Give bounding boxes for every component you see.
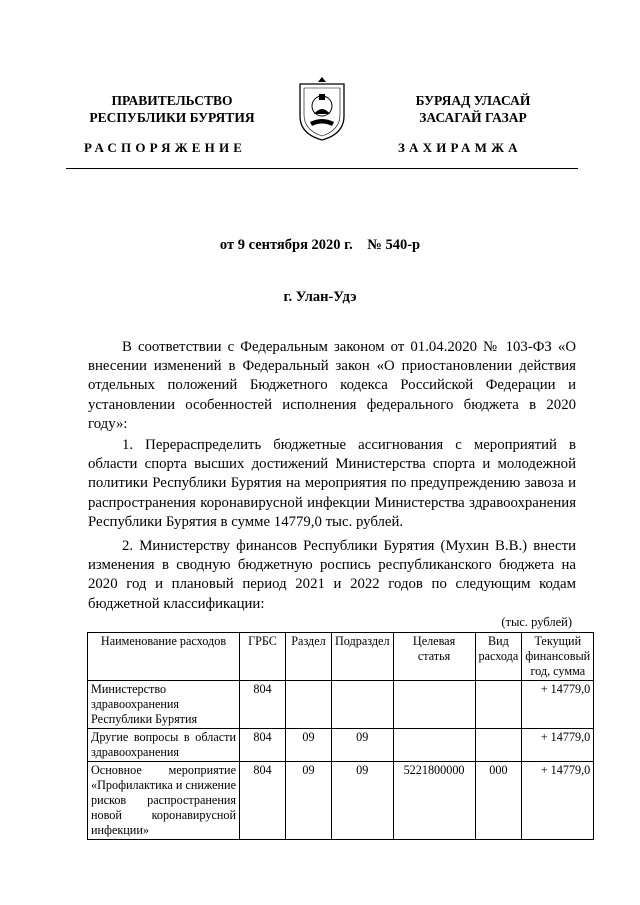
cell-name: Основное мероприятие «Профилактика и снижение рисков распространения новой коронавирусной инфекции» bbox=[88, 762, 240, 840]
header-expense-type: Вид расхода bbox=[475, 633, 522, 681]
cell-subsection bbox=[332, 681, 394, 729]
cell-section: 09 bbox=[286, 762, 332, 840]
cell-expense-type bbox=[475, 729, 522, 762]
item-1-paragraph: 1. Перераспределить бюджетные ассигнования с мероприятий в области спорта высших достижений Министерства спорта и молодежной политики Республики Бурятия на мероприятия по предупреждению завоза и распространения коронавирусной инфекции Министерства здравоохранения Республики Бурятия в сумме 14779,0 тыс. рублей. bbox=[88, 437, 576, 530]
table-row bbox=[88, 681, 594, 729]
cell-expense-type bbox=[475, 681, 522, 729]
cell-section: 09 bbox=[286, 729, 332, 762]
cell-grbs: 804 bbox=[240, 729, 286, 762]
header-amount: Текущий финансовый год, сумма bbox=[522, 633, 594, 681]
cell-target-article bbox=[393, 729, 475, 762]
cell-amount: + 14779,0 bbox=[522, 729, 594, 762]
org-name-ru-line2: РЕСПУБЛИКИ БУРЯТИЯ bbox=[89, 110, 255, 125]
org-name-bua-line2: ЗАСАГАЙ ГАЗАР bbox=[419, 110, 527, 125]
intro-paragraph: В соответствии с Федеральным законом от 01.04.2020 № 103-ФЗ «О внесении изменений в Федеральный закон «О приостановлении действия отдельных положений Бюджетного кодекса Российской Федерации и установлении особенностей исполнения федерального бюджета в 2020 году»: bbox=[88, 339, 576, 432]
cell-grbs: 804 bbox=[240, 762, 286, 840]
cell-target-article bbox=[393, 681, 475, 729]
header-subsection: Подраздел bbox=[332, 633, 394, 681]
cell-name: Министерство здравоохранения Республики Бурятия bbox=[88, 681, 240, 729]
cell-grbs: 804 bbox=[240, 681, 286, 729]
cell-amount: + 14779,0 bbox=[522, 762, 594, 840]
cell-subsection: 09 bbox=[332, 729, 394, 762]
header-grbs: ГРБС bbox=[240, 633, 286, 681]
header-section: Раздел bbox=[286, 633, 332, 681]
coat-of-arms-icon bbox=[296, 76, 348, 142]
table-row bbox=[88, 729, 594, 762]
header-divider bbox=[66, 168, 578, 169]
header-target-article: Целевая статья bbox=[393, 633, 475, 681]
budget-classification-table bbox=[87, 632, 594, 840]
cell-section bbox=[286, 681, 332, 729]
header-name: Наименование расходов bbox=[88, 633, 240, 681]
cell-name: Другие вопросы в области здравоохранения bbox=[88, 729, 240, 762]
cell-amount: + 14779,0 bbox=[522, 681, 594, 729]
cell-subsection: 09 bbox=[332, 762, 394, 840]
place-line: г. Улан-Удэ bbox=[283, 289, 357, 305]
org-name-bua-line1: БУРЯАД УЛАСАЙ bbox=[415, 93, 531, 108]
table-unit-note: (тыс. рублей) bbox=[501, 615, 572, 629]
org-name-ru-line1: ПРАВИТЕЛЬСТВО bbox=[111, 93, 233, 108]
date-number-line: от 9 сентября 2020 г. № 540-р bbox=[219, 237, 421, 253]
cell-expense-type: 000 bbox=[475, 762, 522, 840]
cell-target-article: 5221800000 bbox=[393, 762, 475, 840]
item-2-paragraph: 2. Министерству финансов Республики Бурятия (Мухин В.В.) внести изменения в сводную бюджетную роспись республиканского бюджета на 2020 год и плановый период 2021 и 2022 годов по следующим кодам бюджетной классификации: bbox=[88, 538, 576, 612]
table-row bbox=[88, 762, 594, 840]
doc-type-bua: ЗАХИРАМЖА bbox=[398, 140, 522, 155]
table-header-row bbox=[88, 633, 594, 681]
doc-type-ru: РАСПОРЯЖЕНИЕ bbox=[84, 140, 247, 155]
